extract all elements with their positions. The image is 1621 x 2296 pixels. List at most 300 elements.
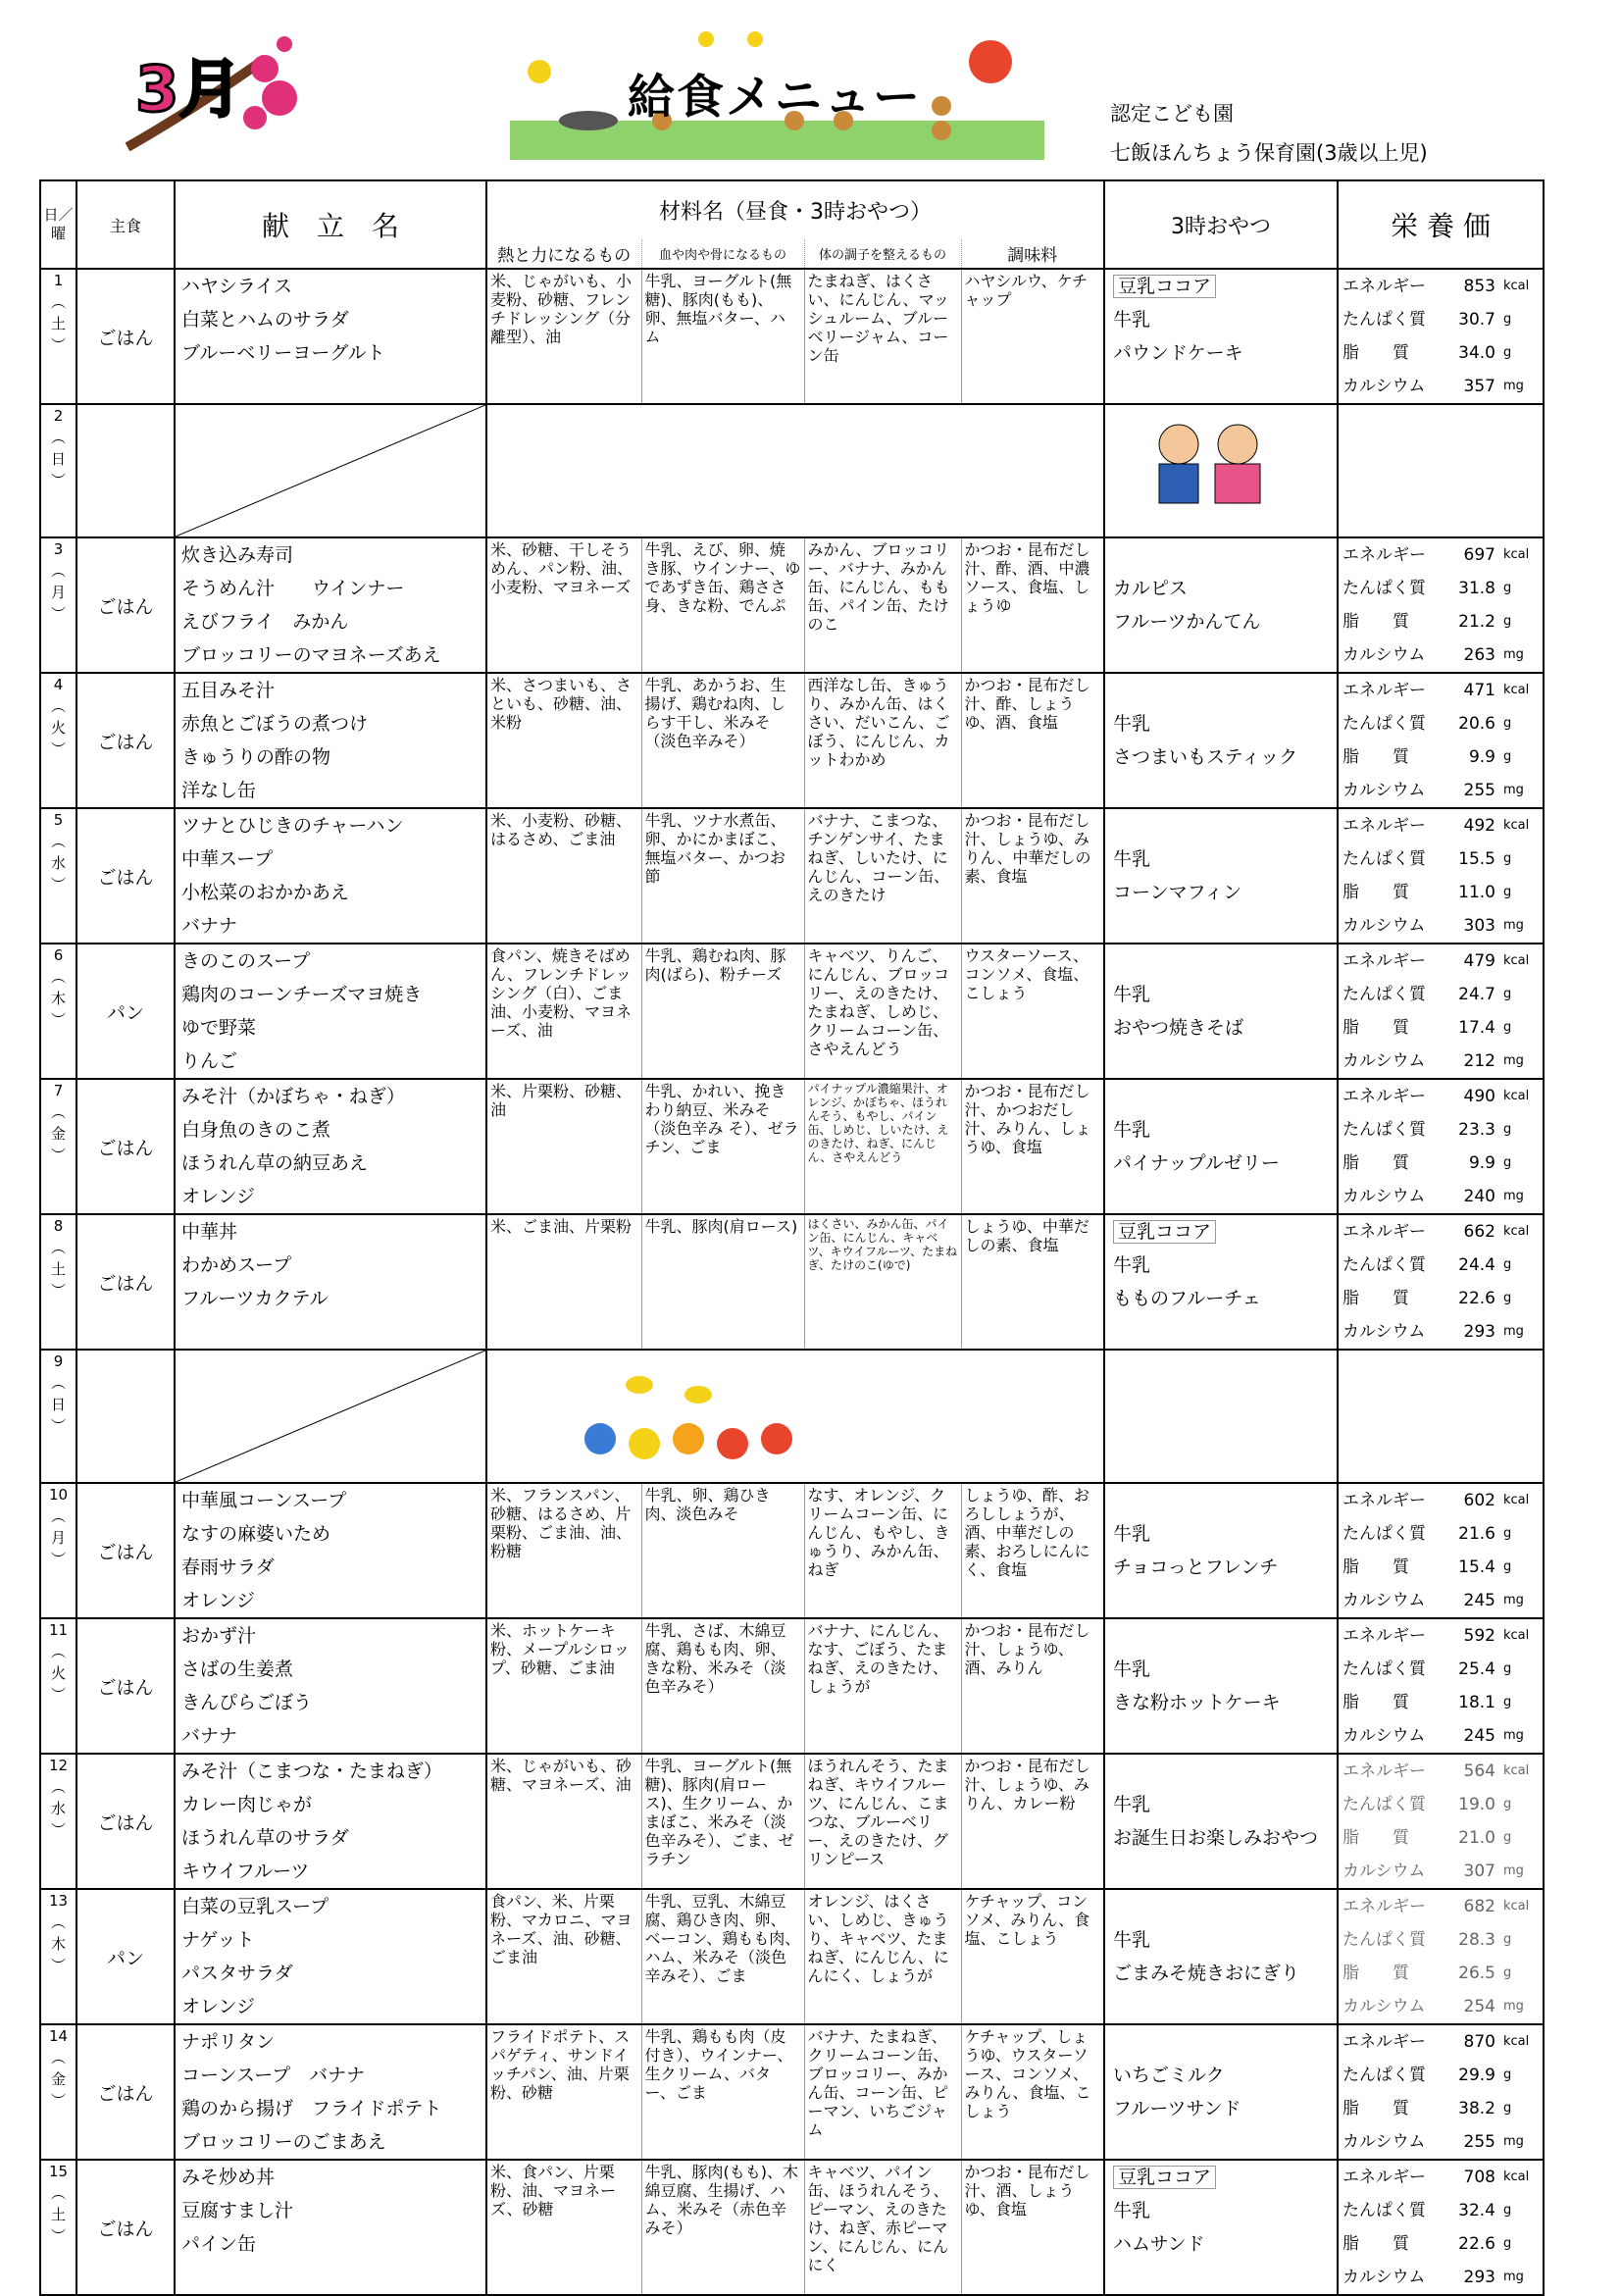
date-cell: 2 ︵ 日 ︶: [40, 404, 76, 537]
flowers-bees-icon: [571, 1360, 826, 1468]
staple-cell: ごはん: [76, 537, 175, 673]
nutrient-row: エネルギー 564 kcal: [1342, 1761, 1530, 1781]
menu-item: 春雨サラダ: [181, 1556, 275, 1578]
seasoning-cell: ケチャップ、コンソメ、みりん、食塩、こしょう: [961, 1889, 1104, 2024]
body-foods-cell: 牛乳、鶏むね肉、豚肉(ばら)、粉チーズ: [641, 944, 804, 1079]
staple-cell: ごはん: [76, 673, 175, 808]
menu-cell: [175, 673, 486, 808]
body-foods-cell: 牛乳、卵、鶏ひき肉、淡色みそ: [641, 1483, 804, 1618]
energy-foods-cell: 米、じゃがいも、砂糖、マヨネーズ、油: [486, 1754, 641, 1889]
seasoning-cell: ケチャップ、しょうゆ、ウスターソース、コンソメ、みりん、食塩、こしょう: [961, 2024, 1104, 2160]
nutrient-row: エネルギー 697 kcal: [1342, 545, 1530, 565]
day-row: [40, 1214, 1544, 1350]
snack-item: 牛乳: [1113, 1658, 1151, 1680]
condition-foods-cell: パイナップル濃縮果汁、オレンジ、かぼちゃ、ほうれんそう、もやし、パイン缶、しめじ、しいたけ、えのきたけ、ねぎ、にんじん、さやえんどう: [804, 1079, 961, 1214]
nutrient-row: たんぱく質 19.0 g: [1342, 1795, 1512, 1814]
menu-item: えびフライ みかん: [181, 611, 349, 633]
org-name-1: 認定こども園: [1110, 102, 1234, 126]
seasoning-cell: かつお・昆布だし汁、かつおだし汁、みりん、しょうゆ、食塩: [961, 1079, 1104, 1214]
body-foods-cell: 牛乳、豚肉(肩ロース): [641, 1214, 804, 1350]
nutrient-row: エネルギー 682 kcal: [1342, 1897, 1530, 1916]
nutrient-row: カルシウム 263 mg: [1342, 645, 1524, 665]
seasoning-cell: しょうゆ、中華だしの素、食塩: [961, 1214, 1104, 1350]
staple-cell: パン: [76, 1889, 175, 2024]
snack-item: 牛乳: [1113, 713, 1151, 735]
menu-item: キウイフルーツ: [181, 1861, 310, 1882]
day-row: [40, 537, 1544, 673]
snack-cell: [1104, 944, 1338, 1079]
energy-foods-cell: 米、ホットケーキ粉、メープルシロップ、砂糖、ごま油: [486, 1618, 641, 1754]
menu-item: カレー肉じゃが: [181, 1794, 313, 1815]
snack-item: 牛乳: [1113, 2200, 1151, 2221]
nutrient-row: カルシウム 255 mg: [1342, 2132, 1524, 2152]
energy-foods-cell: 食パン、米、片栗粉、マカロニ、マヨネーズ、油、砂糖、ごま油: [486, 1889, 641, 2024]
menu-cell: [175, 537, 486, 673]
menu-cell: [175, 2024, 486, 2160]
day-row: [40, 1889, 1544, 2024]
nutrient-row: たんぱく質 25.4 g: [1342, 1659, 1512, 1679]
body-foods-cell: 牛乳、かれい、挽きわり納豆、米みそ（淡色辛み そ）、ゼラチン、ごま: [641, 1079, 804, 1214]
seasoning-cell: かつお・昆布だし汁、酢、しょうゆ、酒、食塩: [961, 673, 1104, 808]
menu-item: ブルーベリーヨーグルト: [181, 342, 385, 364]
staple-cell: ごはん: [76, 2024, 175, 2160]
snack-item: さつまいもスティック: [1113, 746, 1298, 768]
staple-cell: ごはん: [76, 269, 175, 404]
nutrient-row: エネルギー 662 kcal: [1342, 1222, 1530, 1242]
snack-item: ごまみそ焼きおにぎり: [1113, 1963, 1300, 1984]
menu-item: なすの麻婆いため: [181, 1523, 331, 1545]
nutrient-row: カルシウム 357 mg: [1342, 377, 1524, 396]
condition-foods-cell: オレンジ、はくさい、しめじ、きゅうり、キャベツ、たまねぎ、にんじん、にんにく、しょうが: [804, 1889, 961, 2024]
staple-cell: ごはん: [76, 2160, 175, 2295]
nutrient-row: カルシウム 293 mg: [1342, 1322, 1524, 1342]
snack-item: コーンマフィン: [1113, 882, 1242, 903]
nutrition-cell: [1338, 808, 1544, 944]
menu-item: ナゲット: [181, 1929, 255, 1951]
snack-cell: [1104, 1079, 1338, 1214]
month-badge: [118, 29, 314, 157]
nutrient-row: たんぱく質 24.7 g: [1342, 985, 1512, 1004]
nutrition-cell: [1338, 2160, 1544, 2295]
snack-item: 牛乳: [1113, 1523, 1151, 1545]
nutrient-row: エネルギー 492 kcal: [1342, 816, 1530, 836]
nutrient-row: カルシウム 254 mg: [1342, 1997, 1524, 2016]
snack-item: [1105, 1080, 1337, 1113]
snack-item: お誕生日お楽しみおやつ: [1113, 1827, 1319, 1849]
menu-cell: [175, 269, 486, 404]
materials-empty: [486, 1350, 1104, 1483]
energy-foods-cell: フライドポテト、スパゲティ、サンドイッチパン、油、片栗粉、砂糖: [486, 2024, 641, 2160]
nutrient-row: 脂 質 17.4 g: [1342, 1018, 1512, 1038]
nutrient-row: カルシウム 245 mg: [1342, 1591, 1524, 1610]
snack-item: 牛乳: [1113, 1929, 1151, 1951]
body-foods-cell: 牛乳、豚肉(もも)、木綿豆腐、生揚げ、ハム、米みそ（赤色辛みそ）: [641, 2160, 804, 2295]
day-row: [40, 1618, 1544, 1754]
seasoning-cell: かつお・昆布だし汁、しょうゆ、みりん、中華だしの素、食塩: [961, 808, 1104, 944]
snack-item: 牛乳: [1113, 1254, 1151, 1276]
menu-cell: [175, 808, 486, 944]
snack-item: おやつ焼きそば: [1113, 1017, 1244, 1039]
snack-item: [1105, 674, 1337, 707]
snack-item: [1105, 538, 1337, 572]
nutrient-row: たんぱく質 20.6 g: [1342, 714, 1512, 734]
condition-foods-cell: はくさい、みかん缶、パイン缶、にんじん、キャベツ、キウイフルーツ、たまねぎ、たけのこ(ゆで): [804, 1214, 961, 1350]
body-foods-cell: 牛乳、鶏もも肉（皮付き）、ウインナー、生クリーム、バター、ごま: [641, 2024, 804, 2160]
page-title: 給食メニュー: [628, 70, 923, 125]
day-row: [40, 673, 1544, 808]
seasoning-cell: かつお・昆布だし汁、しょうゆ、酒、みりん: [961, 1618, 1104, 1754]
menu-item: バナナ: [181, 915, 238, 937]
nutrition-cell: [1338, 1483, 1544, 1618]
nutrition-cell: [1338, 269, 1544, 404]
snack-item: もものフルーチェ: [1113, 1288, 1261, 1309]
snack-item: チョコっとフレンチ: [1113, 1556, 1279, 1578]
menu-item: 小松菜のおかかあえ: [181, 882, 350, 903]
menu-cell: [175, 944, 486, 1079]
staple-cell: ごはん: [76, 1214, 175, 1350]
nutrient-row: たんぱく質 31.8 g: [1342, 579, 1512, 598]
date-cell: 3 ︵ 月 ︶: [40, 537, 76, 673]
menu-item: 中華丼: [181, 1221, 238, 1243]
day-row: [40, 1350, 1544, 1483]
nutrient-row: カルシウム 307 mg: [1342, 1862, 1524, 1881]
snack-cell: [1104, 2024, 1338, 2160]
snack-cell: [1104, 404, 1338, 537]
org-name-2: 七飯ほんちょう保育園(3歳以上児): [1110, 141, 1428, 165]
snack-item: 豆乳ココア: [1105, 1215, 1337, 1249]
menu-item: 炊き込み寿司: [181, 544, 294, 566]
nutrient-row: カルシウム 240 mg: [1342, 1187, 1524, 1206]
snack-item: [1105, 1619, 1337, 1653]
snack-item: [1105, 1755, 1337, 1788]
nutrient-row: たんぱく質 23.3 g: [1342, 1120, 1512, 1140]
snack-item: [1105, 2025, 1337, 2059]
nutrient-row: カルシウム 255 mg: [1342, 781, 1524, 800]
snack-item: [1105, 1890, 1337, 1923]
menu-item: みそ汁（こまつな・たまねぎ）: [181, 1760, 443, 1782]
col-materials: 材料名（昼食・3時おやつ）: [486, 180, 1104, 239]
snack-item: 牛乳: [1113, 848, 1151, 870]
date-cell: 10 ︵ 月 ︶: [40, 1483, 76, 1618]
day-row: [40, 269, 1544, 404]
menu-item: みそ汁（かぼちゃ・ねぎ）: [181, 1086, 406, 1107]
nutrition-cell: [1338, 1350, 1544, 1483]
nutrient-row: エネルギー 471 kcal: [1342, 681, 1530, 700]
energy-foods-cell: 米、じゃがいも、小麦粉、砂糖、フレンチドレッシング（分離型）、油: [486, 269, 641, 404]
seasoning-cell: ウスターソース、コンソメ、食塩、こしょう: [961, 944, 1104, 1079]
body-foods-cell: 牛乳、ヨーグルト(無糖)、豚肉(肩ロース)、生クリーム、かまぼこ、米みそ（淡色辛みそ）、ごま、ゼラチン: [641, 1754, 804, 1889]
col-energy-foods: 熱と力になるもの: [486, 239, 641, 269]
materials-empty: [486, 404, 1104, 537]
date-cell: 4 ︵ 火 ︶: [40, 673, 76, 808]
nutrient-row: 脂 質 21.0 g: [1342, 1828, 1512, 1848]
nutrition-cell: [1338, 1214, 1544, 1350]
nutrient-row: 脂 質 38.2 g: [1342, 2099, 1512, 2118]
menu-item: ブロッコリーのマヨネーズあえ: [181, 644, 441, 666]
menu-item: 中華風コーンスープ: [181, 1490, 347, 1511]
staple-cell: ごはん: [76, 1483, 175, 1618]
nutrient-row: エネルギー 708 kcal: [1342, 2168, 1530, 2187]
date-cell: 14 ︵ 金 ︶: [40, 2024, 76, 2160]
nutrient-row: カルシウム 303 mg: [1342, 916, 1524, 936]
energy-foods-cell: 米、小麦粉、砂糖、はるさめ、ごま油: [486, 808, 641, 944]
holiday-cell: [175, 1350, 486, 1483]
menu-cell: [175, 1754, 486, 1889]
menu-item: フルーツカクテル: [181, 1288, 329, 1309]
snack-item: いちごミルク: [1113, 2065, 1225, 2086]
date-cell: 15 ︵ 土 ︶: [40, 2160, 76, 2295]
menu-item: ハヤシライス: [181, 276, 293, 297]
snack-cell: [1104, 1754, 1338, 1889]
condition-foods-cell: キャベツ、パイン缶、ほうれんそう、ピーマン、えのきたけ、ねぎ、赤ピーマン、にんじん、にんにく: [804, 2160, 961, 2295]
nutrient-row: 脂 質 9.9 g: [1342, 747, 1512, 767]
staple-cell: ごはん: [76, 1618, 175, 1754]
condition-foods-cell: バナナ、こまつな、チンゲンサイ、たまねぎ、しいたけ、にんじん、コーン缶、えのきたけ: [804, 808, 961, 944]
menu-item: バナナ: [181, 1725, 238, 1747]
nutrient-row: たんぱく質 21.6 g: [1342, 1524, 1512, 1544]
snack-cell: [1104, 1889, 1338, 2024]
snack-cell: [1104, 1618, 1338, 1754]
seasoning-cell: しょうゆ、酢、おろししょうが、酒、中華だしの素、おろしにんにく、食塩: [961, 1483, 1104, 1618]
nutrition-cell: [1338, 2024, 1544, 2160]
day-row: [40, 2160, 1544, 2295]
nutrient-row: カルシウム 212 mg: [1342, 1051, 1524, 1071]
condition-foods-cell: バナナ、たまねぎ、クリームコーン缶、ブロッコリー、みかん缶、コーン缶、ピーマン、いちごジャム: [804, 2024, 961, 2160]
date-cell: 5 ︵ 水 ︶: [40, 808, 76, 944]
nutrient-row: たんぱく質 29.9 g: [1342, 2066, 1512, 2085]
nutrient-row: 脂 質 34.0 g: [1342, 343, 1512, 363]
menu-item: 白菜とハムのサラダ: [181, 309, 349, 331]
energy-foods-cell: 米、フランスパン、砂糖、はるさめ、片栗粉、ごま油、油、粉糖: [486, 1483, 641, 1618]
nutrient-row: たんぱく質 32.4 g: [1342, 2201, 1512, 2220]
nutrition-cell: [1338, 944, 1544, 1079]
energy-foods-cell: 米、砂糖、干しそうめん、パン粉、油、小麦粉、マヨネーズ: [486, 537, 641, 673]
date-cell: 12 ︵ 水 ︶: [40, 1754, 76, 1889]
col-seasoning: 調味料: [961, 239, 1104, 269]
snack-item: 牛乳: [1113, 1119, 1151, 1141]
snack-item: パウンドケーキ: [1113, 342, 1243, 364]
nutrient-row: エネルギー 490 kcal: [1342, 1087, 1530, 1106]
snack-cell: [1104, 1483, 1338, 1618]
day-row: [40, 1483, 1544, 1618]
condition-foods-cell: なす、オレンジ、クリームコーン缶、にんじん、もやし、きゅうり、みかん缶、ねぎ: [804, 1483, 961, 1618]
col-body-foods: 血や肉や骨になるもの: [641, 239, 804, 269]
staple-cell: [76, 1350, 175, 1483]
col-menu: 献 立 名: [175, 180, 486, 269]
menu-item: おかず汁: [181, 1625, 257, 1647]
hina-dolls-icon: [1105, 405, 1301, 523]
energy-foods-cell: 米、食パン、片栗粉、油、マヨネーズ、砂糖: [486, 2160, 641, 2295]
snack-cell: [1104, 537, 1338, 673]
menu-cell: [175, 2160, 486, 2295]
date-cell: 7 ︵ 金 ︶: [40, 1079, 76, 1214]
day-row: [40, 944, 1544, 1079]
day-row: [40, 404, 1544, 537]
menu-item: オレンジ: [181, 1186, 256, 1207]
date-cell: 11 ︵ 火 ︶: [40, 1618, 76, 1754]
staple-cell: パン: [76, 944, 175, 1079]
condition-foods-cell: たまねぎ、はくさい、にんじん、マッシュルーム、ブルーベリージャム、コーン缶: [804, 269, 961, 404]
nutrient-row: たんぱく質 24.4 g: [1342, 1255, 1512, 1275]
day-row: [40, 2024, 1544, 2160]
nutrient-row: エネルギー 602 kcal: [1342, 1491, 1530, 1510]
menu-item: 洋なし缶: [181, 780, 257, 801]
menu-item: ゆで野菜: [181, 1017, 257, 1039]
date-cell: 13 ︵ 木 ︶: [40, 1889, 76, 2024]
title-banner: [510, 27, 1044, 160]
menu-cell: [175, 1483, 486, 1618]
snack-item: フルーツかんてん: [1113, 611, 1261, 633]
menu-item: きのこのスープ: [181, 950, 311, 972]
nutrition-cell: [1338, 1754, 1544, 1889]
menu-item: ナポリタン: [181, 2031, 276, 2053]
staple-cell: ごはん: [76, 1079, 175, 1214]
snack-item: [1105, 809, 1337, 842]
nutrient-row: 脂 質 15.4 g: [1342, 1557, 1512, 1577]
menu-item: ツナとひじきのチャーハン: [181, 815, 404, 837]
nutrient-row: エネルギー 853 kcal: [1342, 277, 1530, 296]
energy-foods-cell: 米、ごま油、片栗粉: [486, 1214, 641, 1350]
staple-cell: ごはん: [76, 808, 175, 944]
nutrient-row: 脂 質 18.1 g: [1342, 1693, 1512, 1712]
staple-cell: ごはん: [76, 1754, 175, 1889]
menu-cell: [175, 1214, 486, 1350]
nutrient-row: たんぱく質 15.5 g: [1342, 849, 1512, 869]
snack-item: カルピス: [1113, 578, 1189, 599]
menu-item: ほうれん草の納豆あえ: [181, 1152, 369, 1174]
body-foods-cell: 牛乳、あかうお、生揚げ、鶏むね肉、しらす干し、米みそ（淡色辛みそ）: [641, 673, 804, 808]
menu-item: 鶏肉のコーンチーズマヨ焼き: [181, 984, 423, 1005]
col-date: 日／曜: [40, 180, 76, 269]
day-row: [40, 808, 1544, 944]
energy-foods-cell: 米、片栗粉、砂糖、油: [486, 1079, 641, 1214]
nutrient-row: たんぱく質 30.7 g: [1342, 310, 1512, 330]
col-condition-foods: 体の調子を整えるもの: [804, 239, 961, 269]
menu-item: ブロッコリーのごまあえ: [181, 2131, 386, 2153]
nutrient-row: 脂 質 21.2 g: [1342, 612, 1512, 632]
snack-item: フルーツサンド: [1113, 2098, 1241, 2119]
day-row: [40, 1079, 1544, 1214]
menu-item: わかめスープ: [181, 1254, 292, 1276]
snack-cell: [1104, 673, 1338, 808]
date-cell: 6 ︵ 木 ︶: [40, 944, 76, 1079]
condition-foods-cell: キャベツ、りんご、にんじん、ブロッコリー、えのきたけ、たまねぎ、しめじ、クリームコーン缶、さやえんどう: [804, 944, 961, 1079]
menu-item: オレンジ: [181, 1590, 256, 1611]
body-foods-cell: 牛乳、豆乳、木綿豆腐、鶏ひき肉、卵、ベーコン、鶏もも肉、ハム、米みそ（淡色辛みそ）、ごま: [641, 1889, 804, 2024]
nutrient-row: たんぱく質 28.3 g: [1342, 1930, 1512, 1950]
menu-item: りんご: [181, 1050, 238, 1072]
menu-cell: [175, 1889, 486, 2024]
menu-item: 赤魚とごぼうの煮つけ: [181, 713, 369, 735]
body-foods-cell: 牛乳、ツナ水煮缶、卵、かにかまぼこ、無塩バター、かつお節: [641, 808, 804, 944]
month-label: 3月: [135, 54, 242, 127]
condition-foods-cell: みかん、ブロッコリー、バナナ、みかん缶、にんじん、もも缶、パイン缶、たけのこ: [804, 537, 961, 673]
nutrition-cell: [1338, 404, 1544, 537]
nutrient-row: 脂 質 22.6 g: [1342, 2234, 1512, 2254]
condition-foods-cell: ほうれんそう、たまねぎ、キウイフルーツ、にんじん、こまつな、ブルーベリー、えのきたけ、グリンピース: [804, 1754, 961, 1889]
menu-table: [39, 179, 1545, 2296]
nutrient-row: エネルギー 479 kcal: [1342, 951, 1530, 971]
snack-cell: [1104, 1214, 1338, 1350]
snack-item: 牛乳: [1113, 1794, 1151, 1815]
snack-item: ハムサンド: [1113, 2233, 1205, 2255]
seasoning-cell: かつお・昆布だし汁、酒、しょうゆ、食塩: [961, 2160, 1104, 2295]
menu-item: さばの生姜煮: [181, 1658, 294, 1680]
body-foods-cell: 牛乳、えび、卵、焼き豚、ウインナー、ゆであずき缶、鶏ささ身、きな粉、でんぷ: [641, 537, 804, 673]
nutrition-cell: [1338, 537, 1544, 673]
menu-item: ほうれん草のサラダ: [181, 1827, 349, 1849]
body-foods-cell: 牛乳、さば、木綿豆腐、鶏もも肉、卵、きな粉、米みそ（淡色辛みそ）: [641, 1618, 804, 1754]
col-staple: 主食: [76, 180, 175, 269]
energy-foods-cell: 米、さつまいも、さといも、砂糖、油、米粉: [486, 673, 641, 808]
body-foods-cell: 牛乳、ヨーグルト(無糖)、豚肉(もも)、卵、無塩バター、ハム: [641, 269, 804, 404]
col-nutrition: 栄 養 価: [1338, 180, 1544, 269]
date-cell: 8 ︵ 土 ︶: [40, 1214, 76, 1350]
snack-cell: [1104, 1350, 1338, 1483]
nutrition-cell: [1338, 1889, 1544, 2024]
menu-cell: [175, 1618, 486, 1754]
menu-item: 豆腐すまし汁: [181, 2200, 294, 2221]
snack-item: パイナップルゼリー: [1113, 1152, 1280, 1174]
nutrient-row: エネルギー 870 kcal: [1342, 2032, 1530, 2052]
nutrition-cell: [1338, 1079, 1544, 1214]
snack-item: 牛乳: [1113, 984, 1151, 1005]
nutrient-row: エネルギー 592 kcal: [1342, 1626, 1530, 1646]
energy-foods-cell: 食パン、焼きそばめん、フレンチドレッシング（白）、ごま油、小麦粉、マヨネーズ、油: [486, 944, 641, 1079]
nutrient-row: 脂 質 9.9 g: [1342, 1153, 1512, 1173]
col-snack: 3時おやつ: [1104, 180, 1338, 269]
snack-item: きな粉ホットケーキ: [1113, 1692, 1281, 1713]
snack-cell: [1104, 808, 1338, 944]
snack-cell: [1104, 269, 1338, 404]
menu-item: 鶏のから揚げ フライドポテト: [181, 2098, 442, 2119]
condition-foods-cell: バナナ、にんじん、なす、ごぼう、たまねぎ、えのきたけ、しょうが: [804, 1618, 961, 1754]
nutrient-row: 脂 質 22.6 g: [1342, 1289, 1512, 1308]
nutrient-row: カルシウム 245 mg: [1342, 1726, 1524, 1746]
menu-item: きんぴらごぼう: [181, 1692, 313, 1713]
menu-item: オレンジ: [181, 1996, 256, 2017]
snack-item: 豆乳ココア: [1105, 270, 1337, 303]
snack-item: 牛乳: [1113, 309, 1151, 331]
menu-item: パイン缶: [181, 2233, 257, 2255]
snack-item: [1105, 944, 1337, 978]
nutrient-row: 脂 質 11.0 g: [1342, 883, 1512, 902]
date-cell: 9 ︵ 日 ︶: [40, 1350, 76, 1483]
seasoning-cell: かつお・昆布だし汁、しょうゆ、みりん、カレー粉: [961, 1754, 1104, 1889]
menu-item: コーンスープ バナナ: [181, 2065, 366, 2086]
menu-item: みそ炒め丼: [181, 2167, 276, 2188]
menu-item: 五目みそ汁: [181, 680, 276, 701]
seasoning-cell: かつお・昆布だし汁、酢、酒、中濃ソース、食塩、しょうゆ: [961, 537, 1104, 673]
nutrient-row: 脂 質 26.5 g: [1342, 1964, 1512, 1983]
menu-item: きゅうりの酢の物: [181, 746, 331, 768]
nutrient-row: カルシウム 293 mg: [1342, 2268, 1524, 2287]
nutrition-cell: [1338, 1618, 1544, 1754]
menu-item: パスタサラダ: [181, 1963, 293, 1984]
menu-cell: [175, 1079, 486, 1214]
day-row: [40, 1754, 1544, 1889]
seasoning-cell: ハヤシルウ、ケチャップ: [961, 269, 1104, 404]
snack-item: [1105, 1484, 1337, 1517]
snack-item: 豆乳ココア: [1105, 2161, 1337, 2194]
date-cell: 1 ︵ 土 ︶: [40, 269, 76, 404]
menu-item: 白菜の豆乳スープ: [181, 1896, 329, 1917]
menu-item: 中華スープ: [181, 848, 274, 870]
snack-cell: [1104, 2160, 1338, 2295]
nutrition-cell: [1338, 673, 1544, 808]
condition-foods-cell: 西洋なし缶、きゅうり、みかん缶、はくさい、だいこん、ごぼう、にんじん、カットわかめ: [804, 673, 961, 808]
holiday-cell: [175, 404, 486, 537]
